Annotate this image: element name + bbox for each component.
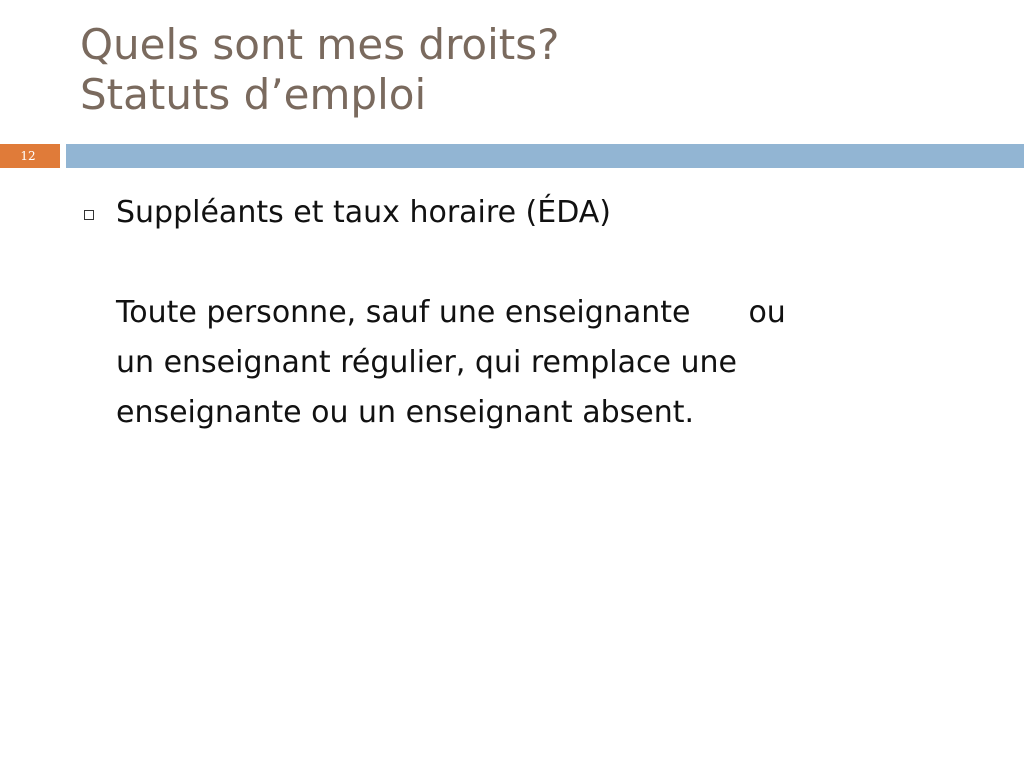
bullet-item [82,190,942,236]
definition-line-2: un enseignant régulier, qui remplace une [116,345,737,380]
definition-line-3: enseignante ou un enseignant absent. [116,395,695,430]
definition-line-1-text: Toute personne, sauf une enseignante [116,295,691,330]
slide-title-line-1: Quels sont mes droits? [80,20,560,69]
slide-title [80,20,980,120]
definition-line-1-end: ou [748,295,786,330]
slide-number: 12 [0,144,60,168]
definition-paragraph [116,288,936,438]
bullet-text: Suppléants et taux horaire (ÉDA) [116,195,612,230]
slide-title-line-2: Statuts d’emploi [80,70,427,119]
header-divider-bar [66,144,1024,168]
definition-line-1 [116,288,936,338]
slide-content [82,190,942,438]
square-bullet-icon [84,210,94,220]
